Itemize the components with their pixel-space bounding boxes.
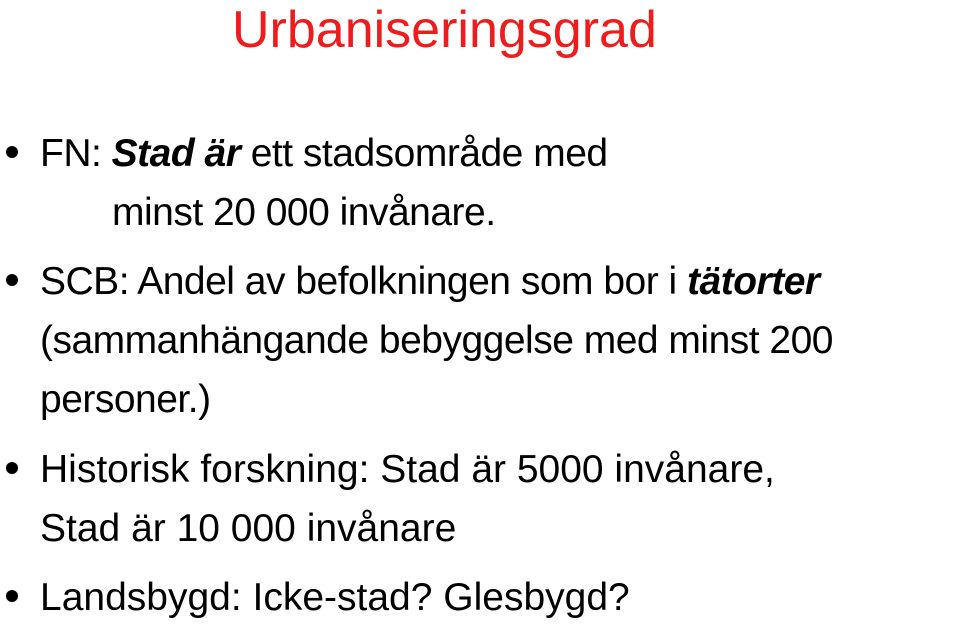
bullet-scb-prefix: SCB: Andel av befolkningen som bor i [40,260,688,303]
bullet-scb-emphasis: tätorter [687,260,820,303]
bullet-fn [40,124,608,242]
bullet-dot-icon [6,590,18,602]
bullet-dot-icon [6,274,18,286]
bullet-dot-icon [6,146,18,158]
bullet-scb-line2: (sammanhängande bebyggelse med minst 200 [40,319,834,362]
bullet-fn-prefix: FN: [40,132,112,175]
bullet-scb-line3: personer.) [40,378,211,421]
bullet-fn-emphasis: Stad är [111,132,241,175]
bullet-dot-icon [6,462,18,474]
bullet-historisk [40,440,775,558]
bullet-landsbygd [40,568,630,624]
bullet-scb [40,252,833,429]
slide-title: Urbaniseringsgrad [232,1,657,59]
bullet-historisk-line1: Historisk forskning: Stad är 5000 invånare, [40,448,775,491]
bullet-historisk-line2: Stad är 10 000 invånare [40,507,457,550]
bullet-fn-rest: ett stadsområde med [240,132,608,175]
bullet-landsbygd-line1: Landsbygd: Icke-stad? Glesbygd? [40,576,630,619]
bullet-fn-line2: minst 20 000 invånare. [112,191,496,234]
